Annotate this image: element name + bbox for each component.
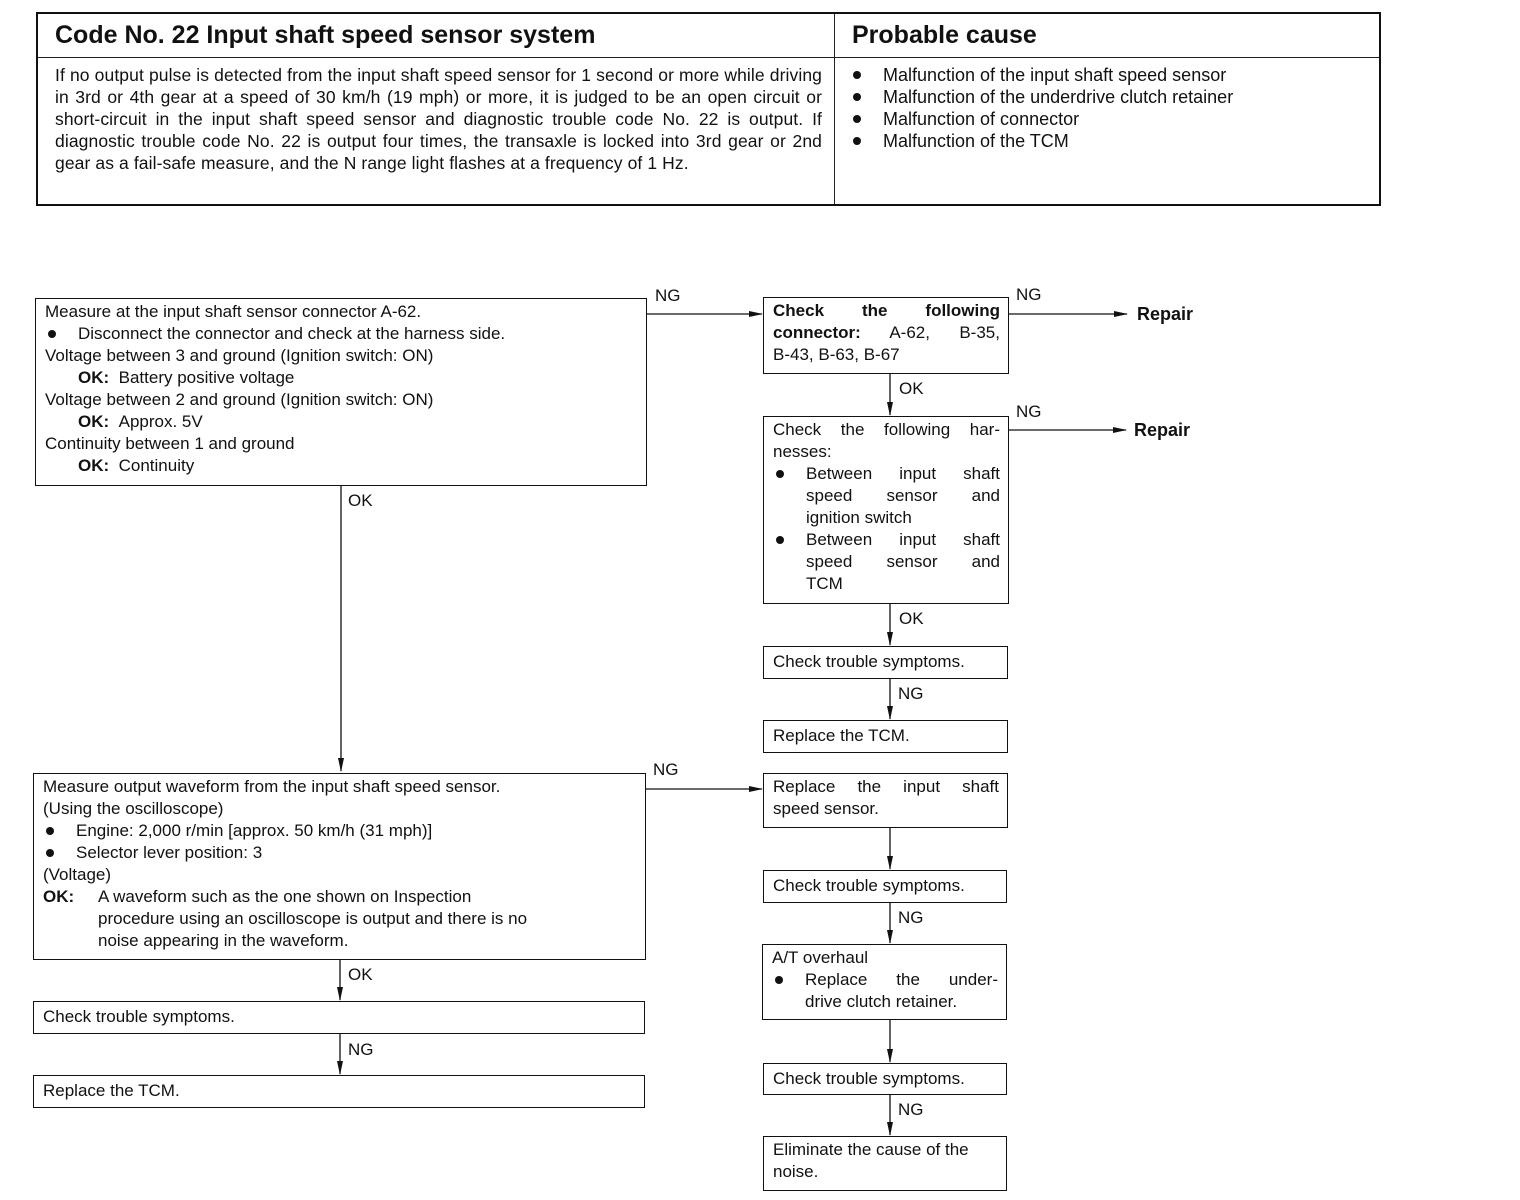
- cause-item: Malfunction of the underdrive clutch retainer: [851, 86, 1379, 108]
- cause-item: Malfunction of the TCM: [851, 130, 1379, 152]
- repair-label: Repair: [1137, 304, 1194, 324]
- ng-label: NG: [1016, 402, 1042, 421]
- ng-label: NG: [1016, 285, 1042, 304]
- step-check-symptoms-left: Check trouble symptoms.: [33, 1001, 645, 1034]
- ng-label: NG: [898, 684, 924, 703]
- step-check-symptoms-right-3: Check trouble symptoms.: [763, 1063, 1007, 1095]
- step-replace-tcm-right: Replace the TCM.: [763, 720, 1008, 753]
- step-check-connector: Check the following connector: A-62, B-35, B-43, B-63, B-67: [763, 297, 1009, 374]
- inspection-link[interactable]: Inspection: [393, 887, 472, 906]
- ok-label: OK: [348, 965, 373, 984]
- step-replace-sensor: Replace the input shaft speed sensor.: [763, 773, 1008, 828]
- cause-item: Malfunction of connector: [851, 108, 1379, 130]
- bullet-icon: [46, 827, 54, 835]
- bullet-icon: [48, 330, 56, 338]
- step-check-harness: Check the following har- nesses: Between input shaft speed sensor and ignition switch Between input shaft speed sensor and TCM: [763, 416, 1009, 604]
- step-measure-waveform: Measure output waveform from the input shaft speed sensor. (Using the oscilloscope) Engine: 2,000 r/min [approx. 50 km/h (31 mph)] Selector lever position: 3 (Voltage) OK: A waveform such as the one shown on Inspection procedure using an oscilloscope is output and there is no noise appearing in the waveform.: [33, 773, 646, 960]
- bullet-icon: [46, 849, 54, 857]
- ng-label: NG: [348, 1040, 374, 1059]
- step-eliminate-noise: Eliminate the cause of the noise.: [763, 1136, 1007, 1191]
- ok-label: OK: [899, 379, 924, 398]
- code-description: If no output pulse is detected from the input shaft speed sensor for 1 second or more while driving in 3rd or 4th gear at a speed of 30 km/h (19 mph) or more, it is judged to be an open circuit or short-circuit in the input shaft speed sensor and diagnostic trouble code No. 22 is output. If diagnostic trouble code No. 22 is output four times, the transaxle is locked into 3rd gear or 2nd gear as a fail-safe measure, and the N range light flashes at a frequency of 1 Hz.: [55, 65, 822, 173]
- ng-label: NG: [653, 760, 679, 779]
- cause-item: Malfunction of the input shaft speed sensor: [851, 64, 1379, 86]
- ng-label: NG: [898, 1100, 924, 1119]
- repair-label: Repair: [1134, 420, 1191, 440]
- ng-label: NG: [655, 286, 681, 305]
- ng-label: NG: [898, 908, 924, 927]
- bullet-icon: [775, 976, 783, 984]
- step-at-overhaul: A/T overhaul Replace the under- drive clutch retainer.: [762, 944, 1007, 1020]
- step-replace-tcm-left: Replace the TCM.: [33, 1075, 645, 1108]
- step-check-symptoms-right-1: Check trouble symptoms.: [763, 646, 1008, 679]
- step-check-symptoms-right-2: Check trouble symptoms.: [763, 870, 1007, 903]
- bullet-icon: [776, 536, 784, 544]
- step-measure-connector: Measure at the input shaft sensor connector A-62. Disconnect the connector and check at the harness side. Voltage between 3 and ground (Ignition switch: ON) OK: Battery positive voltage Voltage between 2 and ground (Ignition switch: ON) OK: Approx. 5V Continuity between 1 and ground OK: Continuity: [35, 298, 647, 486]
- code-title: Code No. 22 Input shaft speed sensor system: [38, 14, 834, 58]
- ok-label: OK: [899, 609, 924, 628]
- bullet-icon: [776, 470, 784, 478]
- probable-cause-title: Probable cause: [835, 14, 1379, 58]
- ok-label: OK: [348, 491, 373, 510]
